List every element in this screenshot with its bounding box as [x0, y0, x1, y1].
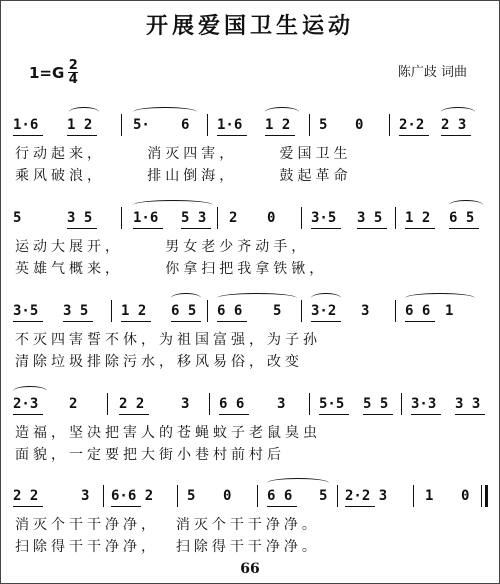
slur-mark — [171, 293, 201, 303]
note-group: 1 — [425, 488, 434, 504]
underline-mark — [217, 135, 247, 136]
note-group: 0 — [461, 488, 470, 504]
note-group: 6·6 2 — [111, 488, 154, 504]
underline-mark — [357, 228, 387, 229]
underline-mark — [411, 414, 441, 415]
barline — [209, 393, 210, 415]
note-group: 0 — [267, 210, 276, 226]
author-credit: 陈广歧 词曲 — [397, 65, 467, 80]
note-group: 3 — [181, 396, 190, 412]
note-group: 5· — [133, 117, 150, 133]
key-signature — [29, 59, 78, 86]
note-group: 2 — [229, 210, 238, 226]
barline — [207, 114, 208, 136]
lyric-line-1: 造福，坚决把害人的苍蝇蚊子老鼠臭虫 — [15, 425, 321, 441]
note-group: 6 6 — [219, 396, 245, 412]
lyric-line-2: 清除垃圾排除污水，移风易俗，改变 — [15, 354, 303, 370]
underline-mark — [311, 228, 341, 229]
lyric-line-1: 消灭个干干净净， 消灭个干干净净。 — [15, 517, 320, 533]
underline-mark — [133, 228, 163, 229]
underline-mark — [345, 506, 375, 507]
note-group: 3 5 — [357, 210, 383, 226]
note-group: 1·6 — [13, 117, 39, 133]
underline-mark — [449, 228, 479, 229]
barline — [121, 114, 122, 136]
underline-mark — [405, 228, 435, 229]
note-group: 5 5 — [363, 396, 389, 412]
note-group: 6 5 — [449, 210, 475, 226]
lyric-line-2: 英雄气概来， 你拿扫把我拿铁锹， — [15, 261, 328, 277]
underline-mark — [319, 414, 349, 415]
slur-mark — [13, 386, 47, 396]
underline-mark — [455, 414, 485, 415]
final-barline — [481, 485, 482, 507]
note-group: 3·2 — [311, 303, 337, 319]
note-group: 3·5 — [311, 210, 337, 226]
underline-mark — [67, 228, 97, 229]
barline — [413, 485, 414, 507]
slur-mark — [265, 107, 299, 117]
lyric-line-2: 面貌，一定要把大街小巷村前村后 — [15, 447, 285, 463]
underline-mark — [311, 321, 341, 322]
time-signature — [68, 59, 78, 86]
note-group: 3 — [81, 488, 90, 504]
meter-top: 2 — [68, 58, 78, 73]
slur-mark — [449, 200, 483, 210]
note-group: 5·5 — [319, 396, 345, 412]
notation-row — [11, 111, 491, 141]
underline-mark — [13, 135, 43, 136]
underline-mark — [13, 414, 43, 415]
note-group: 2 2 — [119, 396, 145, 412]
underline-mark — [363, 414, 393, 415]
music-system — [11, 297, 491, 377]
slur-mark — [405, 293, 475, 303]
note-group: 2 3 — [441, 117, 467, 133]
barline — [401, 393, 402, 415]
barline — [301, 300, 302, 322]
barline — [177, 485, 178, 507]
note-group: 3 5 — [63, 303, 89, 319]
slur-mark — [217, 293, 297, 303]
underline-mark — [265, 135, 295, 136]
barline — [309, 114, 310, 136]
barline — [309, 393, 310, 415]
note-group: 2 2 — [13, 488, 39, 504]
notation-row — [11, 482, 491, 512]
meter-bottom: 4 — [68, 72, 78, 87]
song-title: 开展爱国卫生运动 — [145, 13, 354, 39]
note-group: 3·5 — [13, 303, 39, 319]
note-group: 3 — [277, 396, 286, 412]
note-group: 6 — [181, 117, 190, 133]
barline — [301, 207, 302, 229]
note-group: 6 6 — [405, 303, 431, 319]
note-group: 5 — [187, 488, 196, 504]
slur-mark — [133, 200, 213, 210]
barline — [217, 207, 218, 229]
barline — [395, 300, 396, 322]
note-group: 1 2 — [405, 210, 431, 226]
slur-mark — [267, 478, 329, 488]
underline-mark — [405, 321, 435, 322]
notation-row — [11, 390, 491, 420]
note-group: 5 — [273, 303, 282, 319]
note-group: 5 — [319, 117, 328, 133]
note-group: 3 — [361, 303, 370, 319]
barline — [337, 485, 338, 507]
underline-mark — [217, 321, 247, 322]
lyric-line-1: 运动大展开， 男女老少齐动手， — [15, 239, 310, 255]
key-label: 1=G — [29, 63, 65, 82]
notation-row — [11, 204, 491, 234]
underline-mark — [13, 506, 43, 507]
note-group: 0 — [223, 488, 232, 504]
slur-mark — [311, 293, 341, 303]
note-group: 1·6 — [133, 210, 159, 226]
note-group: 5 — [319, 488, 328, 504]
lyric-line-2: 乘风破浪， 排山倒海， 鼓起革命 — [15, 168, 352, 184]
barline — [103, 485, 104, 507]
note-group: 2·2 — [399, 117, 425, 133]
underline-mark — [111, 506, 141, 507]
music-system — [11, 204, 491, 284]
note-group: 3·3 — [411, 396, 437, 412]
slur-mark — [133, 107, 197, 117]
note-group: 5 — [13, 210, 22, 226]
music-system — [11, 390, 491, 470]
underline-mark — [13, 321, 43, 322]
lyric-line-1: 不灭四害誓不休，为祖国富强，为子孙 — [15, 332, 321, 348]
note-group: 6 6 — [267, 488, 293, 504]
barline — [107, 393, 108, 415]
lyric-line-2: 扫除得干干净净， 扫除得干干净净。 — [15, 539, 320, 555]
music-system — [11, 482, 491, 562]
note-group: 3 5 — [67, 210, 93, 226]
barline — [395, 207, 396, 229]
underline-mark — [441, 135, 471, 136]
underline-mark — [219, 414, 249, 415]
slur-mark — [441, 107, 475, 117]
note-group: 5 3 — [181, 210, 207, 226]
note-group: 3 3 — [455, 396, 481, 412]
note-group: 2·3 — [13, 396, 39, 412]
underline-mark — [63, 321, 93, 322]
note-group: 1 2 — [265, 117, 291, 133]
barline — [111, 300, 112, 322]
underline-mark — [119, 414, 149, 415]
underline-mark — [181, 228, 211, 229]
note-group: 1 2 — [121, 303, 147, 319]
barline — [207, 300, 208, 322]
barline — [121, 207, 122, 229]
note-group: 6 5 — [171, 303, 197, 319]
underline-mark — [267, 506, 297, 507]
underline-mark — [399, 135, 429, 136]
lyric-line-1: 行动起来， 消灭四害， 爱国卫生 — [15, 146, 352, 162]
note-group: 6 6 — [217, 303, 243, 319]
page-number: 66 — [240, 561, 260, 577]
barline — [389, 114, 390, 136]
note-group: 2 — [69, 396, 78, 412]
note-group: 1·6 — [217, 117, 243, 133]
underline-mark — [171, 321, 201, 322]
barline — [257, 485, 258, 507]
note-group: 1 — [445, 303, 454, 319]
underline-mark — [121, 321, 151, 322]
notation-row — [11, 297, 491, 327]
slur-mark — [69, 107, 99, 117]
underline-mark — [67, 135, 97, 136]
note-group: 0 — [355, 117, 364, 133]
music-system — [11, 111, 491, 191]
note-group: 2·2 3 — [345, 488, 388, 504]
note-group: 1 2 — [67, 117, 93, 133]
